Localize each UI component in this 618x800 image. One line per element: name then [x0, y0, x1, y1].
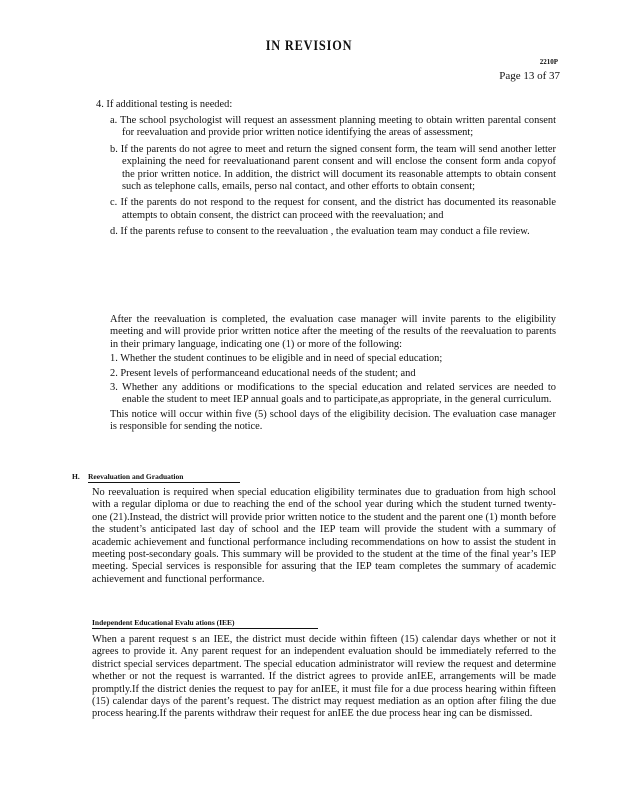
section-h-text: No reevaluation is required when special education eligibility terminates due to graduation from high school with a regular diploma or due to reaching the end of the school year during which the student turned twenty-one (21).Instead, the district will provide prior written notice to the student and the parent one (1) month before the student’s anticipated last day of school and the IEP team will provide the student with a summary of academic achievement and functional performance including recommendations on how to assist the student in meeting post-secondary goals. This summary will be provided to the student at the time of the final year’s IEP meeting. Special services is responsible for assuring that the IEP team completes the summary of academic achievement and functional performance. — [92, 487, 556, 585]
after-item-3: 3. Whether any additions or modifications to the special education and related services are needed to enable the student to meet IEP annual goals and to participate,as appropriate, in the general curriculum. — [110, 382, 556, 406]
section-iee-title: Independent Educational Evalu ations (IEE) — [92, 618, 318, 629]
item4-c: c. If the parents do not respond to the request for consent, and the district has documented its reasonable attempts to obtain consent, the district can proceed with the reevaluation; and — [110, 197, 556, 221]
item4-b: b. If the parents do not agree to meet and return the signed consent form, the team will send another letter explaining the need for reevaluationand parent consent and will enclose the consent form anda copyof the prior written notice. In addition, the district will document its reasonable attempts to obtain consent such as telephone calls, emails, perso nal contact, and other efforts to obtain consent; — [110, 143, 556, 193]
item4-block — [96, 99, 556, 111]
item4-d: d. If the parents refuse to consent to the reevaluation , the evaluation team may conduct a file review. — [110, 226, 530, 238]
section-iee-text: When a parent request s an IEE, the district must decide within fifteen (15) calendar days whether or not it agrees to provide it. Any parent request for an independent evaluation should be immediately referred to the district special services department. The special education administrator will review the request and determine whether or not the request is warranted. If the district agrees to provide anIEE, arrangements will be made promptly.If the district denies the request to pay for anIEE, it must file for a due process hearing within fifteen (15) calendar days of the parent’s request. The district may request mediation as an option after filing the due process hearing.If the parents withdraw their request for anIEE the due process hear ing can be dismissed. — [92, 634, 556, 720]
after-notice: This notice will occur within five (5) school days of the eligibility decision. The evaluation case manager is responsible for sending the notice. — [110, 408, 556, 433]
after-block — [110, 314, 556, 434]
page-number: Page 13 of 37 — [499, 70, 560, 82]
section-iee-body — [92, 634, 556, 721]
item4-subitems — [110, 115, 556, 239]
section-h-body — [92, 487, 556, 586]
section-iee-heading — [92, 618, 318, 629]
section-h-letter: H. — [72, 472, 80, 481]
section-h-title: Reevaluation and Graduation — [88, 472, 240, 483]
after-item-1: 1. Whether the student continues to be eligible and in need of special education; — [110, 353, 443, 365]
policy-code: 2210P — [539, 58, 558, 66]
item4-a: a. The school psychologist will request an assessment planning meeting to obtain written parental consent for reevaluation and provide prior written notice identifying the areas of assessment; — [110, 115, 556, 139]
item4-intro: 4. If additional testing is needed: — [96, 99, 233, 110]
after-item-2: 2. Present levels of performanceand educational needs of the student; and — [110, 367, 416, 379]
section-h-heading — [72, 472, 244, 483]
page-title: IN REVISION — [265, 38, 353, 54]
after-intro: After the reevaluation is completed, the evaluation case manager will invite parents to the eligibility meeting and will provide prior written notice after the meeting of the results of the reevaluation to parents in their primary language, indicating one (1) or more of the following: — [110, 314, 556, 350]
